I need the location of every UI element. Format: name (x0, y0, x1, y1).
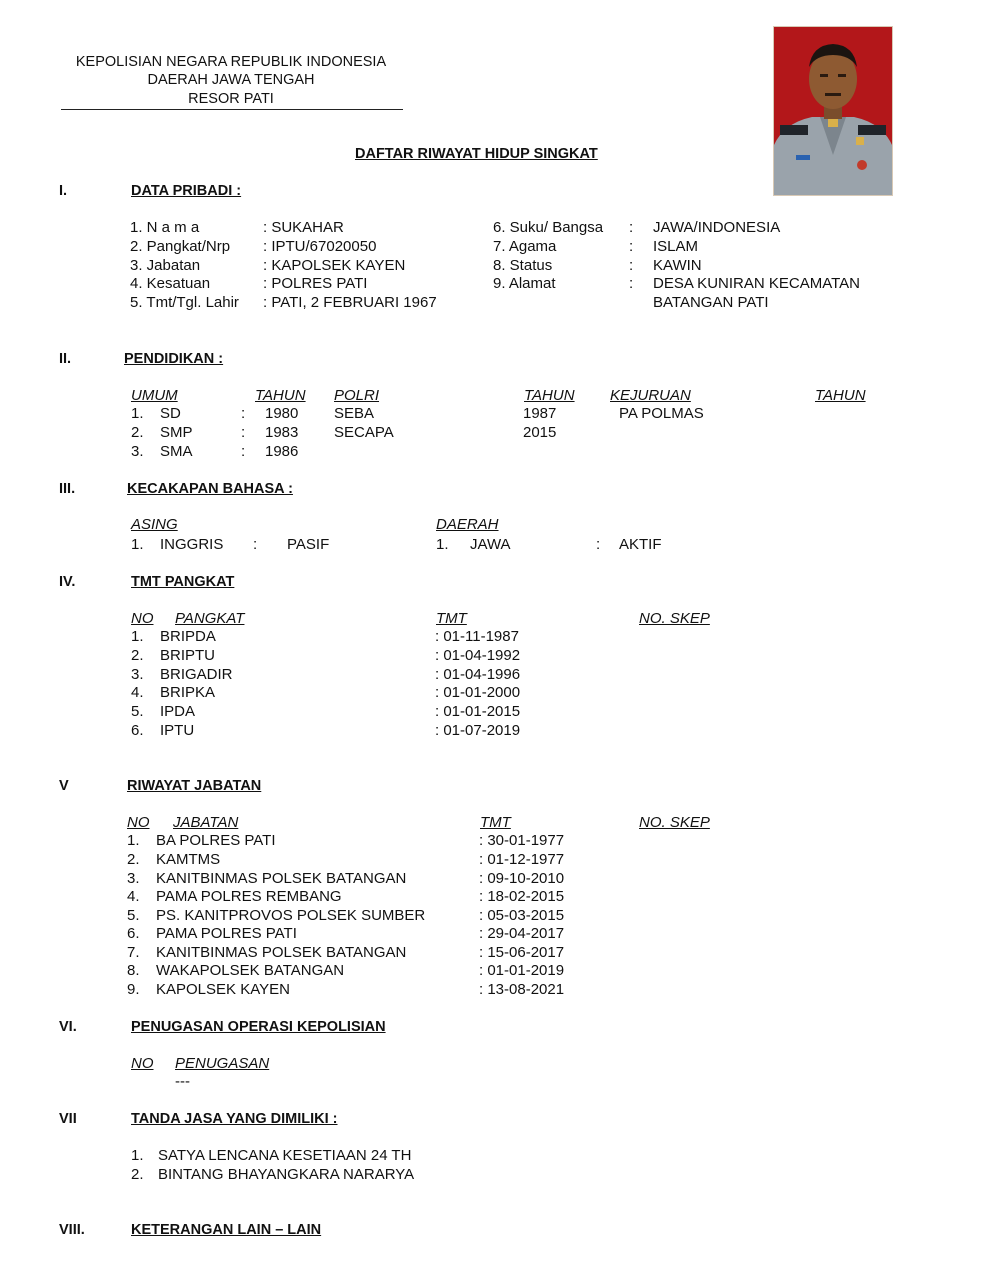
position-name: PAMA POLRES REMBANG (156, 888, 342, 905)
personal-value: : KAPOLSEK KAYEN (263, 257, 406, 274)
personal-value: ISLAM (653, 238, 699, 255)
col-header-umum: UMUM (131, 387, 178, 404)
position-no: 5. (127, 907, 140, 924)
personal-label: 6. Suku/ Bangsa (493, 219, 604, 236)
award-no: 1. (131, 1147, 144, 1164)
award-no: 2. (131, 1166, 144, 1183)
rank-tmt: : 01-07-2019 (435, 722, 521, 739)
position-name: BA POLRES PATI (156, 832, 276, 849)
personal-colon: : (629, 275, 634, 292)
col-header-no: NO (131, 610, 154, 627)
col-header-no-skep: NO. SKEP (639, 610, 710, 627)
edu-no: 2. (131, 424, 144, 441)
position-name: KAPOLSEK KAYEN (156, 981, 290, 998)
rank-name: BRIGADIR (160, 666, 233, 683)
personal-value: : POLRES PATI (263, 275, 368, 292)
position-tmt: : 09-10-2010 (479, 870, 565, 887)
personal-value: KAWIN (653, 257, 702, 274)
edu-name: SD (160, 405, 181, 422)
officer-photo (773, 26, 893, 196)
personal-value: DESA KUNIRAN KECAMATAN (653, 275, 860, 292)
position-tmt: : 18-02-2015 (479, 888, 565, 905)
rank-no: 6. (131, 722, 144, 739)
col-header-polri: POLRI (334, 387, 380, 404)
section-7-heading: TANDA JASA YANG DIMILIKI : (131, 1111, 338, 1127)
position-tmt: : 30-01-1977 (479, 832, 565, 849)
position-tmt: : 15-06-2017 (479, 944, 565, 961)
col-header-no: NO (127, 814, 150, 831)
section-3-number: III. (59, 481, 76, 497)
lang-no: 1. (436, 536, 449, 553)
polri-year: 2015 (523, 424, 557, 441)
col-header-pangkat: PANGKAT (175, 610, 245, 627)
section-4-number: IV. (59, 574, 76, 590)
position-no: 7. (127, 944, 140, 961)
header-line-1: KEPOLISIAN NEGARA REPUBLIK INDONESIA (75, 54, 387, 70)
award-text: SATYA LENCANA KESETIAAN 24 TH (158, 1147, 412, 1164)
section-7-number: VII (59, 1111, 77, 1127)
position-tmt: : 05-03-2015 (479, 907, 565, 924)
rank-tmt: : 01-01-2000 (435, 684, 521, 701)
position-name: PS. KANITPROVOS POLSEK SUMBER (156, 907, 426, 924)
col-header-penugasan: PENUGASAN (175, 1055, 270, 1072)
personal-label: 3. Jabatan (130, 257, 201, 274)
header-divider (61, 109, 403, 110)
edu-name: SMP (160, 424, 193, 441)
edu-year: 1980 (265, 405, 299, 422)
personal-label: 1. N a m a (130, 219, 200, 236)
position-name: KANITBINMAS POLSEK BATANGAN (156, 870, 407, 887)
rank-no: 5. (131, 703, 144, 720)
personal-value: : IPTU/67020050 (263, 238, 377, 255)
officer-portrait-image (774, 27, 892, 195)
rank-tmt: : 01-11-1987 (435, 628, 519, 645)
col-header-tmt: TMT (436, 610, 467, 627)
section-2-number: II. (59, 351, 72, 367)
personal-value: : PATI, 2 FEBRUARI 1967 (263, 294, 437, 311)
section-1-number: I. (59, 183, 68, 199)
edu-colon: : (241, 405, 246, 422)
rank-tmt: : 01-04-1996 (435, 666, 521, 683)
personal-label: 7. Agama (493, 238, 557, 255)
empty-placeholder: --- (175, 1073, 190, 1090)
col-header-asing: ASING (131, 516, 178, 533)
col-header-tahun: TAHUN (815, 387, 866, 404)
col-header-daerah: DAERAH (436, 516, 499, 533)
personal-value: : SUKAHAR (263, 219, 344, 236)
polri-name: SECAPA (334, 424, 394, 441)
rank-no: 3. (131, 666, 144, 683)
polri-name: SEBA (334, 405, 375, 422)
position-no: 6. (127, 925, 140, 942)
position-no: 8. (127, 962, 140, 979)
edu-colon: : (241, 443, 246, 460)
col-header-tahun: TAHUN (255, 387, 306, 404)
section-4-heading: TMT PANGKAT (131, 574, 235, 590)
rank-no: 2. (131, 647, 144, 664)
kejuruan-name: PA POLMAS (619, 405, 704, 422)
section-8-number: VIII. (59, 1222, 85, 1238)
rank-name: IPTU (160, 722, 195, 739)
header-line-3: RESOR PATI (188, 91, 274, 107)
edu-no: 3. (131, 443, 144, 460)
section-6-number: VI. (59, 1019, 77, 1035)
col-header-tahun: TAHUN (524, 387, 575, 404)
position-tmt: : 13-08-2021 (479, 981, 565, 998)
personal-label: 4. Kesatuan (130, 275, 211, 292)
personal-label: 2. Pangkat/Nrp (130, 238, 231, 255)
section-5-number: V (59, 778, 69, 794)
edu-name: SMA (160, 443, 193, 460)
polri-year: 1987 (523, 405, 557, 422)
lang-no: 1. (131, 536, 144, 553)
col-header-no-skep: NO. SKEP (639, 814, 710, 831)
lang-level: PASIF (287, 536, 330, 553)
lang-name: INGGRIS (160, 536, 224, 553)
rank-name: BRIPTU (160, 647, 216, 664)
position-no: 4. (127, 888, 140, 905)
personal-label: 5. Tmt/Tgl. Lahir (130, 294, 239, 311)
section-8-heading: KETERANGAN LAIN – LAIN (131, 1222, 322, 1238)
col-header-tmt: TMT (480, 814, 511, 831)
rank-tmt: : 01-04-1992 (435, 647, 521, 664)
section-3-heading: KECAKAPAN BAHASA : (127, 481, 293, 497)
position-name: KANITBINMAS POLSEK BATANGAN (156, 944, 407, 961)
rank-name: IPDA (160, 703, 196, 720)
lang-colon: : (596, 536, 601, 553)
section-2-heading: PENDIDIKAN : (124, 351, 224, 367)
personal-colon: : (629, 257, 634, 274)
col-header-no: NO (131, 1055, 154, 1072)
personal-value: JAWA/INDONESIA (653, 219, 781, 236)
position-name: PAMA POLRES PATI (156, 925, 297, 942)
section-6-heading: PENUGASAN OPERASI KEPOLISIAN (131, 1019, 386, 1035)
position-tmt: : 01-12-1977 (479, 851, 565, 868)
position-no: 1. (127, 832, 140, 849)
edu-year: 1983 (265, 424, 299, 441)
position-name: KAMTMS (156, 851, 221, 868)
position-no: 2. (127, 851, 140, 868)
position-no: 9. (127, 981, 140, 998)
rank-tmt: : 01-01-2015 (435, 703, 521, 720)
rank-no: 4. (131, 684, 144, 701)
section-1-heading: DATA PRIBADI : (131, 183, 242, 199)
header-line-2: DAERAH JAWA TENGAH (147, 72, 315, 88)
rank-name: BRIPKA (160, 684, 216, 701)
personal-label: 8. Status (493, 257, 553, 274)
personal-value: BATANGAN PATI (653, 294, 769, 311)
personal-colon: : (629, 219, 634, 236)
personal-label: 9. Alamat (493, 275, 556, 292)
position-tmt: : 01-01-2019 (479, 962, 565, 979)
lang-colon: : (253, 536, 258, 553)
edu-no: 1. (131, 405, 144, 422)
edu-year: 1986 (265, 443, 299, 460)
lang-level: AKTIF (619, 536, 662, 553)
position-tmt: : 29-04-2017 (479, 925, 565, 942)
position-no: 3. (127, 870, 140, 887)
section-5-heading: RIWAYAT JABATAN (127, 778, 262, 794)
rank-name: BRIPDA (160, 628, 216, 645)
lang-name: JAWA (470, 536, 511, 553)
position-name: WAKAPOLSEK BATANGAN (156, 962, 345, 979)
personal-colon: : (629, 238, 634, 255)
award-text: BINTANG BHAYANGKARA NARARYA (158, 1166, 415, 1183)
col-header-kejuruan: KEJURUAN (610, 387, 691, 404)
rank-no: 1. (131, 628, 144, 645)
document-title: DAFTAR RIWAYAT HIDUP SINGKAT (355, 146, 598, 162)
edu-colon: : (241, 424, 246, 441)
col-header-jabatan: JABATAN (173, 814, 239, 831)
